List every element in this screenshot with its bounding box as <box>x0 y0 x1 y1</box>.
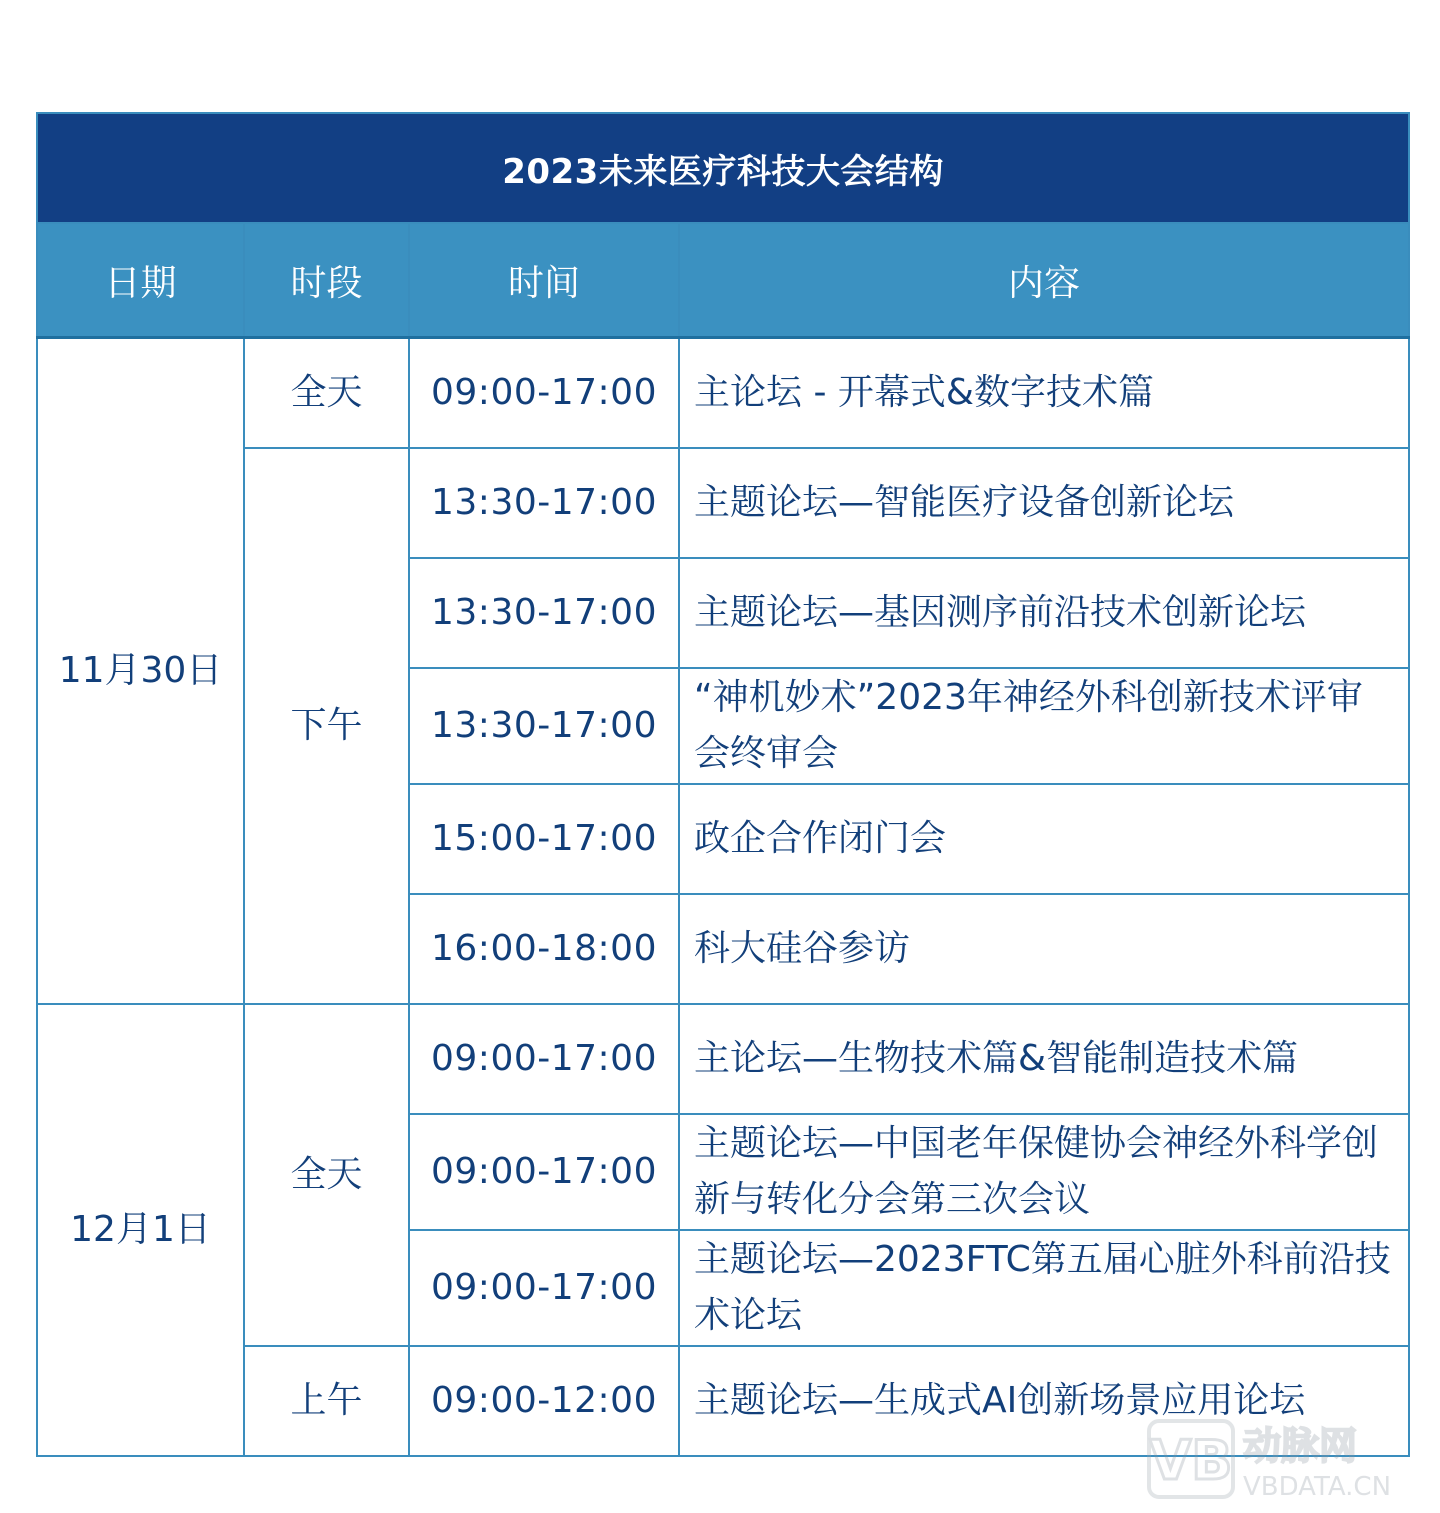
table-title-row <box>37 113 1409 223</box>
time-cell: 16:00-18:00 <box>409 894 679 1004</box>
logo-vb-text: VB <box>1149 1429 1233 1492</box>
table-row <box>37 1004 1409 1114</box>
date-cell: 11月30日 <box>37 338 244 1004</box>
time-cell: 13:30-17:00 <box>409 448 679 558</box>
brand-name-text: 动脉网 <box>1243 1424 1358 1468</box>
content-cell: 主题论坛—2023FTC第五届心脏外科前沿技术论坛 <box>679 1230 1409 1346</box>
time-cell: 09:00-17:00 <box>409 338 679 448</box>
table-header-row <box>37 223 1409 338</box>
period-cell: 全天 <box>244 338 409 448</box>
content-cell: 主论坛—生物技术篇&智能制造技术篇 <box>679 1004 1409 1114</box>
content-cell: 科大硅谷参访 <box>679 894 1409 1004</box>
table-row <box>37 338 1409 448</box>
site-url-text: VBDATA.CN <box>1243 1472 1392 1502</box>
header-date: 日期 <box>37 223 244 338</box>
header-period: 时段 <box>244 223 409 338</box>
date-cell: 12月1日 <box>37 1004 244 1456</box>
time-cell: 09:00-17:00 <box>409 1230 679 1346</box>
content-cell: “神机妙术”2023年神经外科创新技术评审会终审会 <box>679 668 1409 784</box>
time-cell: 15:00-17:00 <box>409 784 679 894</box>
content-cell: 主题论坛—智能医疗设备创新论坛 <box>679 448 1409 558</box>
content-cell: 主题论坛—基因测序前沿技术创新论坛 <box>679 558 1409 668</box>
time-cell: 13:30-17:00 <box>409 558 679 668</box>
period-cell: 全天 <box>244 1004 409 1346</box>
conference-schedule-table <box>36 112 1410 1457</box>
content-cell: 主题论坛—生成式AI创新场景应用论坛 <box>679 1346 1409 1456</box>
vbdata-watermark-logo <box>1143 1415 1433 1505</box>
content-cell: 主论坛 - 开幕式&数字技术篇 <box>679 338 1409 448</box>
content-cell: 政企合作闭门会 <box>679 784 1409 894</box>
header-time: 时间 <box>409 223 679 338</box>
content-cell: 主题论坛—中国老年保健协会神经外科学创新与转化分会第三次会议 <box>679 1114 1409 1230</box>
time-cell: 13:30-17:00 <box>409 668 679 784</box>
header-content: 内容 <box>679 223 1409 338</box>
period-cell: 上午 <box>244 1346 409 1456</box>
time-cell: 09:00-17:00 <box>409 1114 679 1230</box>
time-cell: 09:00-12:00 <box>409 1346 679 1456</box>
period-cell: 下午 <box>244 448 409 1004</box>
time-cell: 09:00-17:00 <box>409 1004 679 1114</box>
table-title: 2023未来医疗科技大会结构 <box>37 113 1409 223</box>
